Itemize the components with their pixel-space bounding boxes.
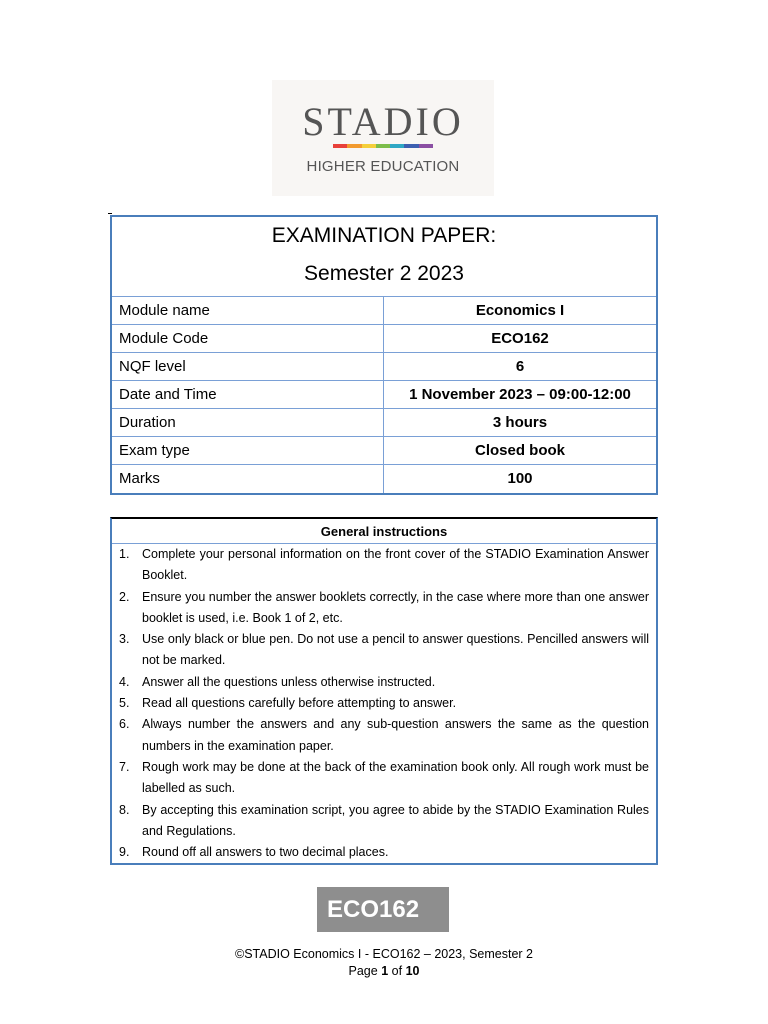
info-label: Module Code: [112, 325, 384, 352]
instruction-item: [112, 800, 656, 843]
exam-info-rows: [112, 297, 656, 493]
info-value: 6: [515, 358, 525, 375]
instruction-text: Use only black or blue pen. Do not use a pencil to answer questions. Pencilled answers will not be marked.: [142, 632, 649, 668]
page-of: of: [391, 964, 403, 978]
page-current: 1: [381, 964, 389, 978]
instruction-number: 4.: [119, 674, 130, 689]
instruction-item: [112, 693, 656, 714]
exam-title: EXAMINATION PAPER:: [271, 224, 497, 247]
instruction-item: [112, 842, 656, 863]
instruction-number: 9.: [119, 845, 130, 860]
exam-info-row: [112, 465, 656, 493]
info-label: Exam type: [112, 437, 384, 464]
instruction-text: Ensure you number the answer booklets correctly, in the case where more than one answer booklet is used, i.e. Book 1 of 2, etc.: [142, 589, 649, 625]
info-value: Economics I: [475, 302, 565, 319]
stadio-logo: [272, 80, 494, 196]
logo-wordmark: STADIO: [302, 99, 464, 144]
page-word: Page: [348, 964, 378, 978]
general-instructions-table: [110, 517, 658, 865]
stripe-segment: [362, 144, 376, 148]
instruction-text: By accepting this examination script, you agree to abide by the STADIO Examination Rules and Regulations.: [142, 802, 649, 838]
instruction-text: Always number the answers and any sub-question answers the same as the question numbers in the examination paper.: [142, 717, 649, 753]
exam-header: [112, 217, 656, 297]
instruction-text: Answer all the questions unless otherwise instructed.: [142, 674, 436, 689]
instruction-number: 5.: [119, 696, 130, 711]
instruction-number: 1.: [119, 547, 130, 561]
footer-copyright: ©STADIO Economics I - ECO162 – 2023, Semester 2: [235, 947, 533, 961]
module-code-badge: ECO162: [317, 887, 449, 932]
exam-semester: Semester 2 2023: [304, 262, 464, 285]
instruction-number: 8.: [119, 802, 130, 817]
info-value: Closed book: [474, 442, 565, 459]
instruction-item: [112, 757, 656, 800]
instruction-text: Complete your personal information on the front cover of the STADIO Examination Answer Booklet.: [142, 547, 649, 583]
info-label: NQF level: [112, 353, 384, 380]
instruction-number: 2.: [119, 589, 130, 604]
exam-info-row: [112, 381, 656, 409]
instruction-item: [112, 587, 656, 630]
exam-info-row: [112, 297, 656, 325]
instruction-item: [112, 714, 656, 757]
instruction-number: 7.: [119, 759, 130, 774]
logo-color-stripe: [333, 144, 433, 148]
info-value: 3 hours: [492, 414, 548, 431]
page-total: 10: [405, 964, 420, 978]
exam-info-row: [112, 353, 656, 381]
stripe-segment: [419, 144, 433, 148]
info-value: 1 November 2023 – 09:00-12:00: [409, 386, 631, 403]
exam-info-row: [112, 409, 656, 437]
instruction-number: 3.: [119, 632, 130, 647]
footer-page-number: [0, 964, 768, 978]
instruction-item: [112, 544, 656, 587]
info-value: ECO162: [491, 330, 549, 347]
stripe-segment: [404, 144, 418, 148]
exam-info-row: [112, 325, 656, 353]
stripe-segment: [390, 144, 404, 148]
instruction-item: [112, 629, 656, 672]
info-label: Duration: [112, 409, 384, 436]
info-value: 100: [507, 470, 533, 487]
info-label: Marks: [112, 465, 384, 493]
instructions-heading: General instructions: [112, 519, 656, 544]
table-corner-mark: [108, 213, 112, 214]
logo-subtitle: HIGHER EDUCATION: [306, 158, 460, 175]
stripe-segment: [376, 144, 390, 148]
instruction-item: [112, 672, 656, 693]
instruction-text: Read all questions carefully before attempting to answer.: [142, 696, 457, 711]
stripe-segment: [347, 144, 361, 148]
info-label: Date and Time: [112, 381, 384, 408]
exam-info-row: [112, 437, 656, 465]
instructions-list: [112, 544, 656, 863]
stripe-segment: [333, 144, 347, 148]
info-label: Module name: [112, 297, 384, 324]
exam-details-table: [110, 215, 658, 495]
instruction-text: Round off all answers to two decimal places.: [142, 845, 389, 860]
instruction-number: 6.: [119, 717, 130, 732]
instruction-text: Rough work may be done at the back of the examination book only. All rough work must be labelled as such.: [142, 759, 649, 796]
